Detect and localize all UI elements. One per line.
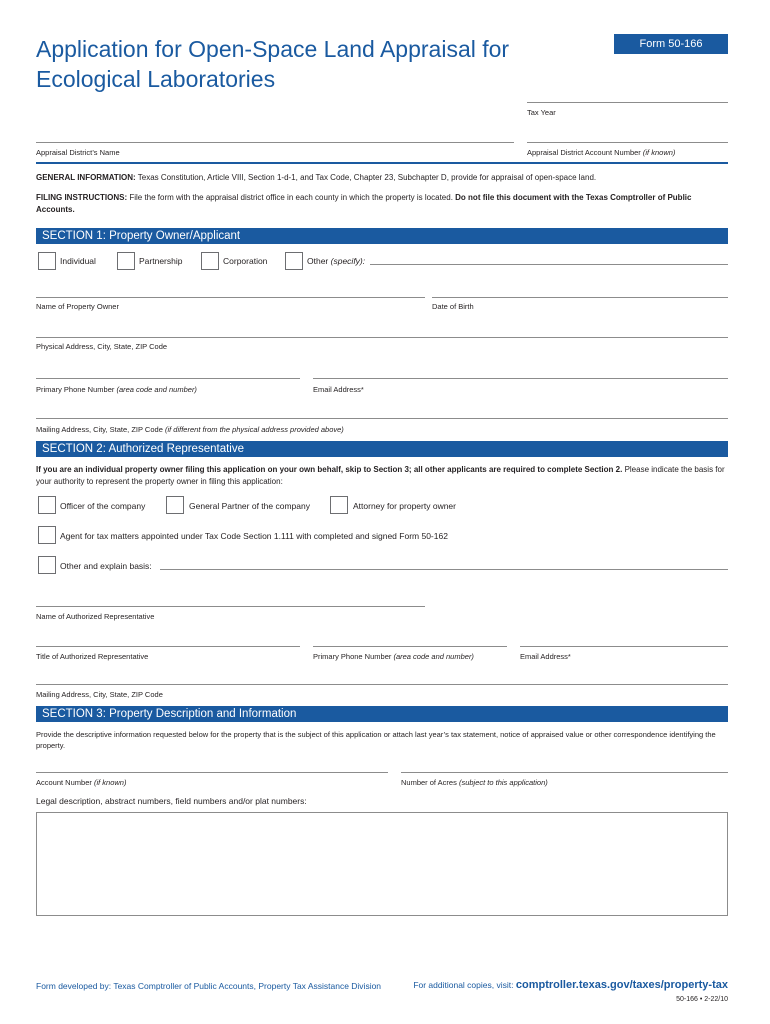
corporation-label: Corporation	[223, 256, 268, 266]
partnership-label: Partnership	[139, 256, 183, 266]
form-revision-code: 50-166 • 2-22/10	[676, 996, 728, 1003]
partnership-checkbox[interactable]	[117, 252, 135, 270]
individual-checkbox[interactable]	[38, 252, 56, 270]
owner-email-field[interactable]	[313, 378, 728, 379]
owner-mailing-field[interactable]	[36, 418, 728, 419]
form-title-line1: Application for Open-Space Land Appraisal for	[36, 36, 510, 62]
rep-mailing-field[interactable]	[36, 684, 728, 685]
individual-label: Individual	[60, 256, 96, 266]
section2-header: SECTION 2: Authorized Representative	[36, 441, 728, 457]
account-number-label: Appraisal District Account Number (if known)	[527, 148, 676, 157]
dob-field[interactable]	[432, 297, 728, 298]
attorney-label: Attorney for property owner	[353, 501, 456, 511]
account-number-input[interactable]	[36, 772, 388, 773]
rep-title-label: Title of Authorized Representative	[36, 652, 149, 661]
acres-field[interactable]	[401, 772, 728, 773]
tax-year-label: Tax Year	[527, 108, 556, 117]
owner-mailing-label: Mailing Address, City, State, ZIP Code (if different from the physical address provided above)	[36, 425, 344, 434]
owner-phone-field[interactable]	[36, 378, 300, 379]
section2-intro: If you are an individual property owner filing this application on your own behalf, skip to Section 3; all other applicants are required to complete Section 2. Please indicate the basis for your authority to represent the property owner in filing this application:	[36, 465, 725, 486]
rep-email-field[interactable]	[520, 646, 728, 647]
officer-checkbox[interactable]	[38, 496, 56, 514]
agent-checkbox[interactable]	[38, 526, 56, 544]
legal-description-textarea[interactable]	[36, 812, 728, 916]
section1-header: SECTION 1: Property Owner/Applicant	[36, 228, 728, 244]
footer-url-link[interactable]: comptroller.texas.gov/taxes/property-tax	[515, 979, 728, 991]
dob-label: Date of Birth	[432, 302, 474, 311]
rep-title-field[interactable]	[36, 646, 300, 647]
footer-copies: For additional copies, visit: comptroller.texas.gov/taxes/property-tax	[413, 979, 728, 991]
physical-address-label: Physical Address, City, State, ZIP Code	[36, 342, 168, 351]
district-name-field[interactable]	[36, 142, 514, 143]
corporation-checkbox[interactable]	[201, 252, 219, 270]
other-label: Other (specify):	[307, 256, 366, 266]
rep-name-field[interactable]	[36, 606, 425, 607]
acres-label: Number of Acres (subject to this application)	[401, 778, 548, 787]
rep-phone-field[interactable]	[313, 646, 507, 647]
owner-name-label: Name of Property Owner	[36, 302, 119, 311]
owner-email-label: Email Address*	[313, 385, 364, 394]
other-basis-field[interactable]	[160, 569, 728, 570]
form-title	[36, 34, 516, 94]
owner-name-field[interactable]	[36, 297, 425, 298]
legal-description-label: Legal description, abstract numbers, field numbers and/or plat numbers:	[36, 796, 307, 806]
other-basis-checkbox[interactable]	[38, 556, 56, 574]
section3-header: SECTION 3: Property Description and Information	[36, 706, 728, 722]
rep-email-label: Email Address*	[520, 652, 571, 661]
officer-label: Officer of the company	[60, 501, 146, 511]
rep-mailing-label: Mailing Address, City, State, ZIP Code	[36, 690, 163, 699]
attorney-checkbox[interactable]	[330, 496, 348, 514]
other-basis-label: Other and explain basis:	[60, 561, 152, 571]
rep-phone-label: Primary Phone Number (area code and number)	[313, 652, 474, 661]
form-title-line2: Ecological Laboratories	[36, 66, 276, 92]
physical-address-field[interactable]	[36, 337, 728, 338]
form-number-badge: Form 50-166	[614, 34, 728, 54]
agent-label: Agent for tax matters appointed under Tax Code Section 1.111 with completed and signed Form 50-162	[60, 531, 448, 541]
header-divider	[36, 162, 728, 164]
other-checkbox[interactable]	[285, 252, 303, 270]
owner-phone-label: Primary Phone Number (area code and number)	[36, 385, 197, 394]
filing-instructions: FILING INSTRUCTIONS: File the form with the appraisal district office in each county in which the property is located. Do not file this document with the Texas Comptroller of Public Accounts.	[36, 193, 692, 214]
general-partner-label: General Partner of the company	[189, 501, 310, 511]
account-number-input-label: Account Number (if known)	[36, 778, 127, 787]
district-name-label: Appraisal District’s Name	[36, 148, 120, 157]
footer-developer: Form developed by: Texas Comptroller of Public Accounts, Property Tax Assistance Division	[36, 981, 382, 991]
rep-name-label: Name of Authorized Representative	[36, 612, 155, 621]
account-number-field[interactable]	[527, 142, 728, 143]
tax-year-field[interactable]	[527, 102, 728, 103]
general-information: GENERAL INFORMATION: Texas Constitution, Article VIII, Section 1-d-1, and Tax Code, Chapter 23, Subchapter D, provide for appraisal of open-space land.	[36, 173, 597, 182]
general-partner-checkbox[interactable]	[166, 496, 184, 514]
section3-intro: Provide the descriptive information requested below for the property that is the subject of this application or attach last year’s tax statement, notice of appraised value or other correspondence identifying the property.	[36, 730, 716, 750]
other-specify-field[interactable]	[370, 264, 728, 265]
